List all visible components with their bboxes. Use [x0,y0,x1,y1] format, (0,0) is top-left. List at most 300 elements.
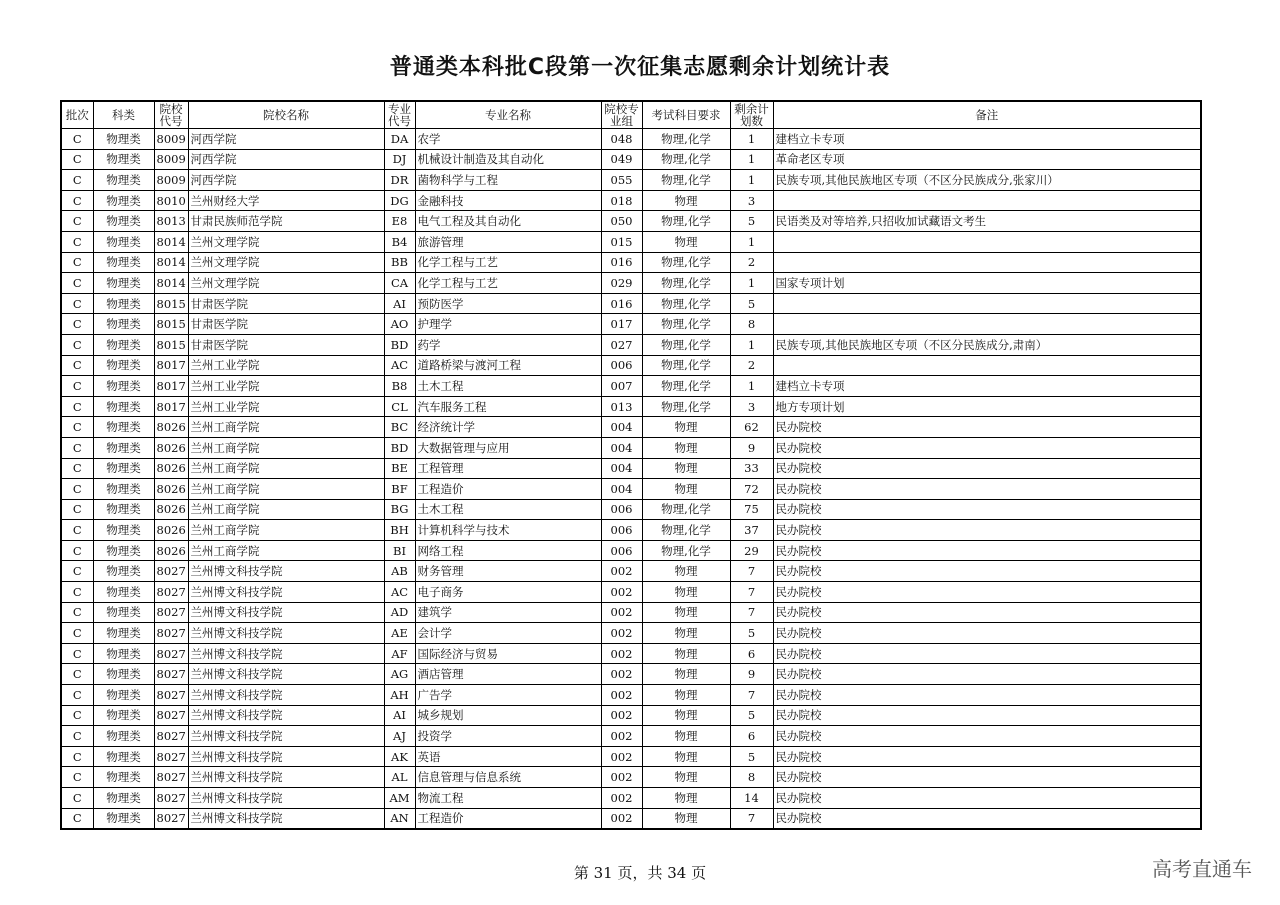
cell-school-name: 兰州文理学院 [188,273,384,294]
cell-remaining: 7 [730,685,773,706]
cell-school-name: 甘肃医学院 [188,293,384,314]
cell-subjects: 物理 [642,458,730,479]
cell-major-code: AO [384,314,415,335]
cell-school-name: 兰州博文科技学院 [188,561,384,582]
cell-school-name: 兰州博文科技学院 [188,623,384,644]
table-row [61,211,1201,232]
cell-major-code: AB [384,561,415,582]
cell-school-name: 河西学院 [188,129,384,150]
cell-major-name: 英语 [415,746,601,767]
cell-school-code: 8027 [154,767,188,788]
cell-group: 017 [601,314,642,335]
cell-group: 049 [601,149,642,170]
cell-batch: C [61,746,93,767]
cell-school-code: 8009 [154,149,188,170]
cell-remarks: 国家专项计划 [773,273,1201,294]
cell-school-code: 8026 [154,479,188,500]
cell-remaining: 1 [730,273,773,294]
cell-school-name: 兰州博文科技学院 [188,746,384,767]
table-row [61,540,1201,561]
cell-remaining: 1 [730,170,773,191]
table-row [61,437,1201,458]
cell-major-name: 财务管理 [415,561,601,582]
cell-category: 物理类 [93,561,154,582]
cell-major-name: 农学 [415,129,601,150]
table-header-row [61,101,1201,129]
cell-group: 002 [601,746,642,767]
cell-major-name: 土木工程 [415,499,601,520]
cell-group: 004 [601,437,642,458]
cell-major-name: 网络工程 [415,540,601,561]
cell-school-code: 8009 [154,129,188,150]
cell-remaining: 5 [730,211,773,232]
table-row [61,170,1201,191]
cell-batch: C [61,705,93,726]
cell-school-code: 8013 [154,211,188,232]
cell-subjects: 物理,化学 [642,396,730,417]
table-row [61,643,1201,664]
cell-remaining: 75 [730,499,773,520]
cell-major-code: AD [384,602,415,623]
table-row [61,788,1201,809]
header-group: 院校专业组 [601,101,642,129]
cell-major-name: 建筑学 [415,602,601,623]
cell-major-name: 城乡规划 [415,705,601,726]
cell-group: 016 [601,293,642,314]
cell-school-code: 8014 [154,273,188,294]
cell-major-code: AJ [384,726,415,747]
cell-school-code: 8027 [154,808,188,829]
cell-subjects: 物理,化学 [642,355,730,376]
cell-major-code: B8 [384,376,415,397]
cell-major-name: 菌物科学与工程 [415,170,601,191]
cell-subjects: 物理 [642,643,730,664]
cell-school-name: 兰州工商学院 [188,437,384,458]
cell-school-code: 8014 [154,252,188,273]
cell-remaining: 1 [730,376,773,397]
cell-category: 物理类 [93,190,154,211]
cell-category: 物理类 [93,582,154,603]
table-row [61,561,1201,582]
cell-category: 物理类 [93,623,154,644]
table-row [61,334,1201,355]
cell-school-name: 兰州博文科技学院 [188,726,384,747]
cell-major-code: AG [384,664,415,685]
cell-school-code: 8027 [154,602,188,623]
cell-school-code: 8027 [154,705,188,726]
cell-category: 物理类 [93,231,154,252]
table-row [61,582,1201,603]
cell-subjects: 物理 [642,726,730,747]
cell-remaining: 72 [730,479,773,500]
table-row [61,808,1201,829]
header-batch: 批次 [61,101,93,129]
cell-remarks: 民办院校 [773,499,1201,520]
cell-remarks: 民办院校 [773,520,1201,541]
cell-batch: C [61,520,93,541]
cell-remarks: 民办院校 [773,726,1201,747]
watermark: 高考直通车 [1152,857,1252,881]
cell-group: 002 [601,808,642,829]
cell-remarks: 民办院校 [773,767,1201,788]
cell-major-name: 化学工程与工艺 [415,252,601,273]
cell-batch: C [61,314,93,335]
cell-batch: C [61,726,93,747]
cell-school-code: 8027 [154,582,188,603]
table-row [61,129,1201,150]
cell-remarks: 民办院校 [773,582,1201,603]
cell-batch: C [61,252,93,273]
cell-remaining: 6 [730,643,773,664]
cell-category: 物理类 [93,808,154,829]
cell-school-name: 兰州工商学院 [188,458,384,479]
cell-group: 002 [601,685,642,706]
cell-batch: C [61,211,93,232]
cell-school-code: 8015 [154,334,188,355]
cell-remaining: 1 [730,129,773,150]
cell-major-code: AE [384,623,415,644]
cell-subjects: 物理 [642,602,730,623]
cell-category: 物理类 [93,767,154,788]
cell-batch: C [61,664,93,685]
cell-category: 物理类 [93,355,154,376]
cell-subjects: 物理,化学 [642,499,730,520]
cell-school-code: 8026 [154,417,188,438]
cell-category: 物理类 [93,252,154,273]
cell-remarks: 民语类及对等培养,只招收加试藏语文考生 [773,211,1201,232]
cell-remarks: 民办院校 [773,561,1201,582]
cell-remaining: 9 [730,437,773,458]
cell-category: 物理类 [93,129,154,150]
cell-group: 015 [601,231,642,252]
cell-remaining: 33 [730,458,773,479]
cell-major-code: B4 [384,231,415,252]
cell-school-name: 兰州博文科技学院 [188,664,384,685]
cell-school-name: 兰州文理学院 [188,231,384,252]
cell-remarks [773,252,1201,273]
cell-subjects: 物理 [642,767,730,788]
cell-subjects: 物理,化学 [642,273,730,294]
cell-remaining: 8 [730,767,773,788]
cell-school-name: 兰州工商学院 [188,417,384,438]
cell-remarks: 民办院校 [773,623,1201,644]
cell-batch: C [61,685,93,706]
table-row [61,149,1201,170]
cell-remarks: 民办院校 [773,602,1201,623]
cell-category: 物理类 [93,664,154,685]
cell-batch: C [61,190,93,211]
cell-category: 物理类 [93,376,154,397]
cell-group: 050 [601,211,642,232]
cell-school-name: 甘肃医学院 [188,334,384,355]
cell-major-code: BD [384,437,415,458]
cell-subjects: 物理 [642,623,730,644]
cell-remarks: 建档立卡专项 [773,376,1201,397]
cell-remarks [773,355,1201,376]
cell-remarks: 民办院校 [773,458,1201,479]
cell-batch: C [61,458,93,479]
table-row [61,355,1201,376]
cell-major-name: 物流工程 [415,788,601,809]
cell-category: 物理类 [93,705,154,726]
table-row [61,458,1201,479]
cell-remarks [773,314,1201,335]
cell-remarks: 地方专项计划 [773,396,1201,417]
cell-major-code: AF [384,643,415,664]
cell-batch: C [61,334,93,355]
cell-school-name: 兰州博文科技学院 [188,788,384,809]
cell-school-name: 兰州工商学院 [188,499,384,520]
cell-school-code: 8026 [154,458,188,479]
cell-school-code: 8017 [154,376,188,397]
table-row [61,273,1201,294]
table-row [61,231,1201,252]
table-row [61,499,1201,520]
cell-major-name: 护理学 [415,314,601,335]
cell-batch: C [61,231,93,252]
cell-batch: C [61,479,93,500]
cell-category: 物理类 [93,314,154,335]
cell-major-name: 工程管理 [415,458,601,479]
cell-major-code: AL [384,767,415,788]
cell-major-code: BG [384,499,415,520]
cell-major-code: DA [384,129,415,150]
cell-category: 物理类 [93,726,154,747]
cell-major-code: AC [384,582,415,603]
cell-batch: C [61,767,93,788]
cell-major-code: BE [384,458,415,479]
cell-remarks: 民办院校 [773,685,1201,706]
cell-major-name: 信息管理与信息系统 [415,767,601,788]
cell-subjects: 物理 [642,190,730,211]
cell-subjects: 物理,化学 [642,376,730,397]
cell-school-code: 8015 [154,293,188,314]
header-subjects: 考试科目要求 [642,101,730,129]
cell-batch: C [61,170,93,191]
cell-major-code: BB [384,252,415,273]
cell-remarks: 民办院校 [773,788,1201,809]
table-row [61,396,1201,417]
cell-major-name: 广告学 [415,685,601,706]
cell-remarks: 民族专项,其他民族地区专项（不区分民族成分,肃南） [773,334,1201,355]
cell-major-code: AK [384,746,415,767]
cell-batch: C [61,623,93,644]
cell-school-code: 8010 [154,190,188,211]
cell-category: 物理类 [93,149,154,170]
cell-school-code: 8026 [154,499,188,520]
cell-major-code: CA [384,273,415,294]
cell-school-name: 兰州博文科技学院 [188,705,384,726]
cell-school-code: 8009 [154,170,188,191]
cell-remarks: 民办院校 [773,705,1201,726]
cell-major-code: AI [384,705,415,726]
cell-batch: C [61,602,93,623]
cell-group: 002 [601,582,642,603]
cell-group: 006 [601,499,642,520]
cell-major-name: 酒店管理 [415,664,601,685]
cell-batch: C [61,808,93,829]
cell-remarks [773,190,1201,211]
cell-major-name: 道路桥梁与渡河工程 [415,355,601,376]
cell-remaining: 37 [730,520,773,541]
cell-batch: C [61,293,93,314]
cell-major-name: 会计学 [415,623,601,644]
cell-major-code: BC [384,417,415,438]
cell-major-name: 旅游管理 [415,231,601,252]
cell-remaining: 1 [730,231,773,252]
table-row [61,190,1201,211]
cell-major-code: AH [384,685,415,706]
cell-category: 物理类 [93,479,154,500]
table-row [61,520,1201,541]
cell-category: 物理类 [93,520,154,541]
cell-category: 物理类 [93,417,154,438]
cell-category: 物理类 [93,602,154,623]
cell-category: 物理类 [93,788,154,809]
cell-group: 002 [601,788,642,809]
cell-remaining: 5 [730,623,773,644]
cell-remaining: 9 [730,664,773,685]
cell-batch: C [61,417,93,438]
cell-major-name: 预防医学 [415,293,601,314]
cell-school-code: 8027 [154,561,188,582]
cell-subjects: 物理,化学 [642,129,730,150]
cell-major-name: 经济统计学 [415,417,601,438]
cell-subjects: 物理,化学 [642,314,730,335]
cell-group: 048 [601,129,642,150]
cell-group: 002 [601,643,642,664]
cell-subjects: 物理 [642,479,730,500]
cell-remarks: 民办院校 [773,808,1201,829]
cell-major-name: 计算机科学与技术 [415,520,601,541]
header-school-code: 院校代号 [154,101,188,129]
table-row [61,623,1201,644]
cell-school-name: 兰州工业学院 [188,376,384,397]
cell-subjects: 物理,化学 [642,211,730,232]
cell-major-code: DR [384,170,415,191]
cell-school-name: 兰州工业学院 [188,396,384,417]
cell-school-name: 河西学院 [188,170,384,191]
table-body [61,129,1201,830]
cell-subjects: 物理,化学 [642,293,730,314]
cell-remaining: 14 [730,788,773,809]
cell-school-code: 8026 [154,437,188,458]
cell-category: 物理类 [93,293,154,314]
cell-school-name: 兰州博文科技学院 [188,808,384,829]
cell-batch: C [61,129,93,150]
cell-group: 004 [601,479,642,500]
cell-major-name: 药学 [415,334,601,355]
cell-remarks: 民办院校 [773,643,1201,664]
cell-major-name: 电气工程及其自动化 [415,211,601,232]
cell-remaining: 5 [730,705,773,726]
cell-category: 物理类 [93,273,154,294]
cell-remarks: 民办院校 [773,479,1201,500]
cell-school-name: 河西学院 [188,149,384,170]
cell-subjects: 物理,化学 [642,540,730,561]
cell-major-code: BH [384,520,415,541]
cell-subjects: 物理 [642,705,730,726]
table-row [61,746,1201,767]
cell-school-name: 兰州博文科技学院 [188,767,384,788]
table-row [61,376,1201,397]
cell-major-name: 工程造价 [415,808,601,829]
cell-batch: C [61,540,93,561]
cell-category: 物理类 [93,396,154,417]
cell-group: 055 [601,170,642,191]
cell-category: 物理类 [93,643,154,664]
page-footer: 第 31 页，共 34 页 [573,864,707,882]
cell-group: 013 [601,396,642,417]
cell-batch: C [61,355,93,376]
cell-category: 物理类 [93,170,154,191]
cell-group: 004 [601,458,642,479]
cell-subjects: 物理 [642,561,730,582]
cell-category: 物理类 [93,211,154,232]
table-row [61,417,1201,438]
cell-school-name: 甘肃民族师范学院 [188,211,384,232]
cell-batch: C [61,499,93,520]
cell-group: 027 [601,334,642,355]
cell-batch: C [61,788,93,809]
cell-school-name: 兰州工商学院 [188,479,384,500]
cell-category: 物理类 [93,540,154,561]
cell-remarks: 民办院校 [773,746,1201,767]
cell-major-name: 汽车服务工程 [415,396,601,417]
cell-school-name: 甘肃医学院 [188,314,384,335]
cell-remaining: 29 [730,540,773,561]
cell-subjects: 物理 [642,746,730,767]
cell-major-name: 土木工程 [415,376,601,397]
cell-remarks: 民办院校 [773,664,1201,685]
cell-remaining: 2 [730,252,773,273]
cell-remaining: 7 [730,602,773,623]
cell-remaining: 5 [730,746,773,767]
plan-table [60,100,1202,830]
cell-remarks: 民办院校 [773,540,1201,561]
cell-group: 006 [601,520,642,541]
cell-batch: C [61,582,93,603]
cell-remaining: 2 [730,355,773,376]
cell-subjects: 物理,化学 [642,149,730,170]
cell-category: 物理类 [93,746,154,767]
cell-school-code: 8027 [154,788,188,809]
cell-remarks [773,231,1201,252]
cell-remaining: 7 [730,808,773,829]
cell-school-code: 8014 [154,231,188,252]
cell-remarks: 革命老区专项 [773,149,1201,170]
header-category: 科类 [93,101,154,129]
cell-subjects: 物理 [642,582,730,603]
cell-category: 物理类 [93,334,154,355]
cell-remaining: 7 [730,561,773,582]
cell-major-code: AN [384,808,415,829]
cell-remarks: 民办院校 [773,417,1201,438]
cell-remaining: 1 [730,334,773,355]
cell-remaining: 6 [730,726,773,747]
cell-remarks: 建档立卡专项 [773,129,1201,150]
cell-subjects: 物理 [642,664,730,685]
cell-batch: C [61,376,93,397]
cell-group: 002 [601,561,642,582]
cell-group: 016 [601,252,642,273]
cell-school-name: 兰州文理学院 [188,252,384,273]
cell-subjects: 物理,化学 [642,170,730,191]
cell-major-code: BF [384,479,415,500]
cell-subjects: 物理 [642,788,730,809]
cell-subjects: 物理 [642,808,730,829]
header-remaining: 剩余计划数 [730,101,773,129]
